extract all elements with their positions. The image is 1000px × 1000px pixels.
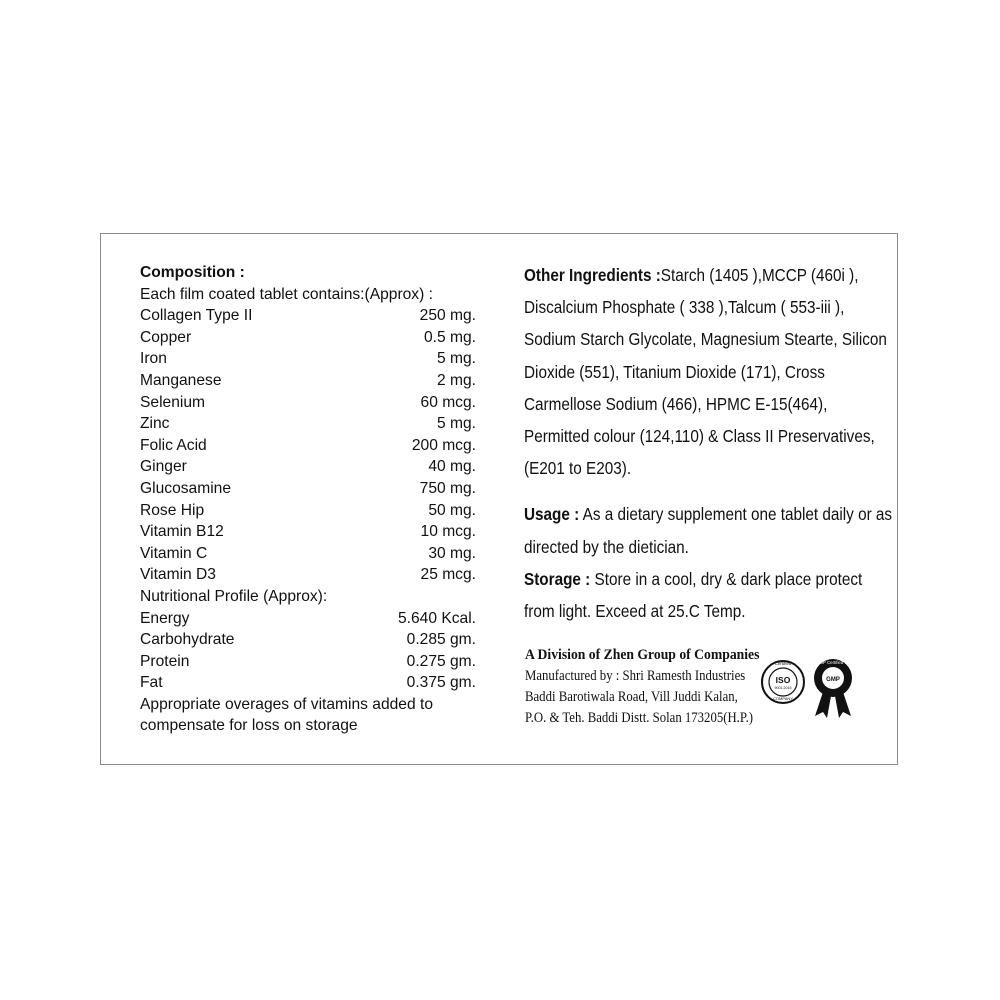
ingredient-row	[140, 500, 476, 522]
iso-center-text: ISO	[775, 675, 791, 685]
nutrition-row	[140, 672, 476, 694]
ingredient-row	[140, 392, 476, 414]
usage-label: Usage :	[524, 504, 580, 525]
iso-certified-icon	[762, 661, 804, 703]
ingredient-row	[140, 370, 476, 392]
ingredient-row-amount: 200 mcg.	[411, 436, 476, 454]
ingredient-row-name: Vitamin B12	[140, 523, 224, 541]
composition-section	[140, 262, 476, 737]
ingredient-row-name: Vitamin C	[140, 544, 208, 562]
ingredient-row-name: Manganese	[140, 371, 222, 389]
nutrition-row-amount: 0.375 gm.	[406, 674, 476, 692]
other-ingredients	[524, 259, 894, 484]
details-section	[524, 259, 894, 627]
ingredient-row-amount: 750 mg.	[419, 479, 476, 497]
ingredient-row	[140, 305, 476, 327]
ingredient-row-amount: 0.5 mg.	[423, 328, 476, 346]
ingredient-row	[140, 521, 476, 543]
ingredient-row-amount: 40 mg.	[428, 458, 476, 476]
ingredient-row-amount: 5 mg.	[437, 350, 476, 368]
iso-sub-text: 9001:2015	[774, 686, 792, 690]
other-ingredients-text: Starch (1405 ),MCCP (460i ), Discalcium Phosphate ( 338 ),Talcum ( 553-iii ), Sodium Starch Glycolate, Magnesium Stearte, Silicon Dioxide (551), Titanium Dioxide (171), Cross Carmellose Sodium (466), HPMC E-15(464), Permitted colour (124,110) & Class II Preservatives, (E201 to E203).	[524, 265, 887, 479]
ingredient-row-amount: 10 mcg.	[420, 523, 476, 541]
ingredient-row-amount: 5 mg.	[437, 415, 476, 433]
ingredient-row-name: Glucosamine	[140, 479, 232, 497]
ingredient-row-name: Collagen Type II	[140, 307, 253, 325]
ingredient-row-name: Vitamin D3	[140, 566, 216, 584]
ingredient-row	[140, 327, 476, 349]
ingredient-row-amount: 250 mg.	[419, 307, 476, 325]
ingredient-row	[140, 478, 476, 500]
manufacturer-line: Manufactured by : Shri Ramesth Industries	[525, 668, 746, 684]
storage-text: Store in a cool, dry & dark place protect from light. Exceed at 25.C Temp.	[524, 568, 863, 622]
nutrition-row-amount: 0.275 gm.	[406, 652, 476, 670]
storage-label: Storage :	[524, 568, 591, 589]
ingredient-row	[140, 564, 476, 586]
usage	[524, 498, 894, 562]
ingredient-row	[140, 348, 476, 370]
nutrition-heading: Nutritional Profile (Approx):	[140, 587, 328, 605]
address-line-1: Baddi Barotiwala Road, Vill Juddi Kalan,	[525, 689, 738, 705]
nutrition-row-name: Protein	[140, 652, 190, 670]
nutrition-row	[140, 651, 476, 673]
ingredient-row-name: Iron	[140, 350, 167, 368]
ingredient-row-amount: 2 mg.	[437, 371, 476, 389]
ingredient-row	[140, 456, 476, 478]
ingredient-row	[140, 413, 476, 435]
ingredient-row-name: Copper	[140, 328, 192, 346]
certification-logos	[761, 654, 861, 724]
composition-intro: Each film coated tablet contains:(Approx) :	[140, 285, 433, 303]
usage-text: As a dietary supplement one tablet daily or as directed by the dietician.	[524, 504, 893, 557]
nutrition-row	[140, 608, 476, 630]
gmp-certified-icon	[814, 659, 852, 718]
nutrition-row-name: Fat	[140, 674, 163, 692]
ingredient-row-amount: 25 mcg.	[420, 566, 476, 584]
gmp-ring-text: GMP Certified Co	[815, 660, 851, 665]
nutrition-row-amount: 0.285 gm.	[406, 631, 476, 649]
nutrition-list	[140, 608, 476, 694]
ingredient-row-amount: 60 mcg.	[420, 393, 476, 411]
company-info	[525, 644, 785, 729]
ingredient-row	[140, 543, 476, 565]
composition-title: Composition :	[140, 264, 245, 281]
other-ingredients-label: Other Ingredients :	[524, 265, 661, 285]
ingredient-row-amount: 50 mg.	[428, 501, 476, 519]
ingredient-row-name: Selenium	[140, 393, 206, 411]
address-line-2: P.O. & Teh. Baddi Distt. Solan 173205(H.P.)	[525, 710, 754, 726]
nutrition-row-name: Carbohydrate	[140, 631, 235, 649]
ingredient-row-name: Rose Hip	[140, 501, 205, 519]
ingredient-row-name: Zinc	[140, 415, 170, 433]
ingredient-row-name: Ginger	[140, 458, 187, 476]
nutrition-row-amount: 5.640 Kcal.	[397, 609, 476, 627]
storage	[524, 563, 894, 627]
label-panel	[100, 233, 898, 765]
division-title: A Division of Zhen Group of Companies	[525, 646, 760, 663]
ingredient-row	[140, 435, 476, 457]
nutrition-row	[140, 629, 476, 651]
iso-bottom-text: COMPANY	[773, 696, 793, 701]
overage-note: Appropriate overages of vitamins added to compensate for loss on storage	[140, 695, 433, 735]
composition-list	[140, 305, 476, 586]
gmp-center-text: GMP	[826, 677, 840, 683]
nutrition-row-name: Energy	[140, 609, 190, 627]
ingredient-row-amount: 30 mg.	[428, 544, 476, 562]
ingredient-row-name: Folic Acid	[140, 436, 207, 454]
iso-top-text: Certified	[774, 661, 792, 666]
